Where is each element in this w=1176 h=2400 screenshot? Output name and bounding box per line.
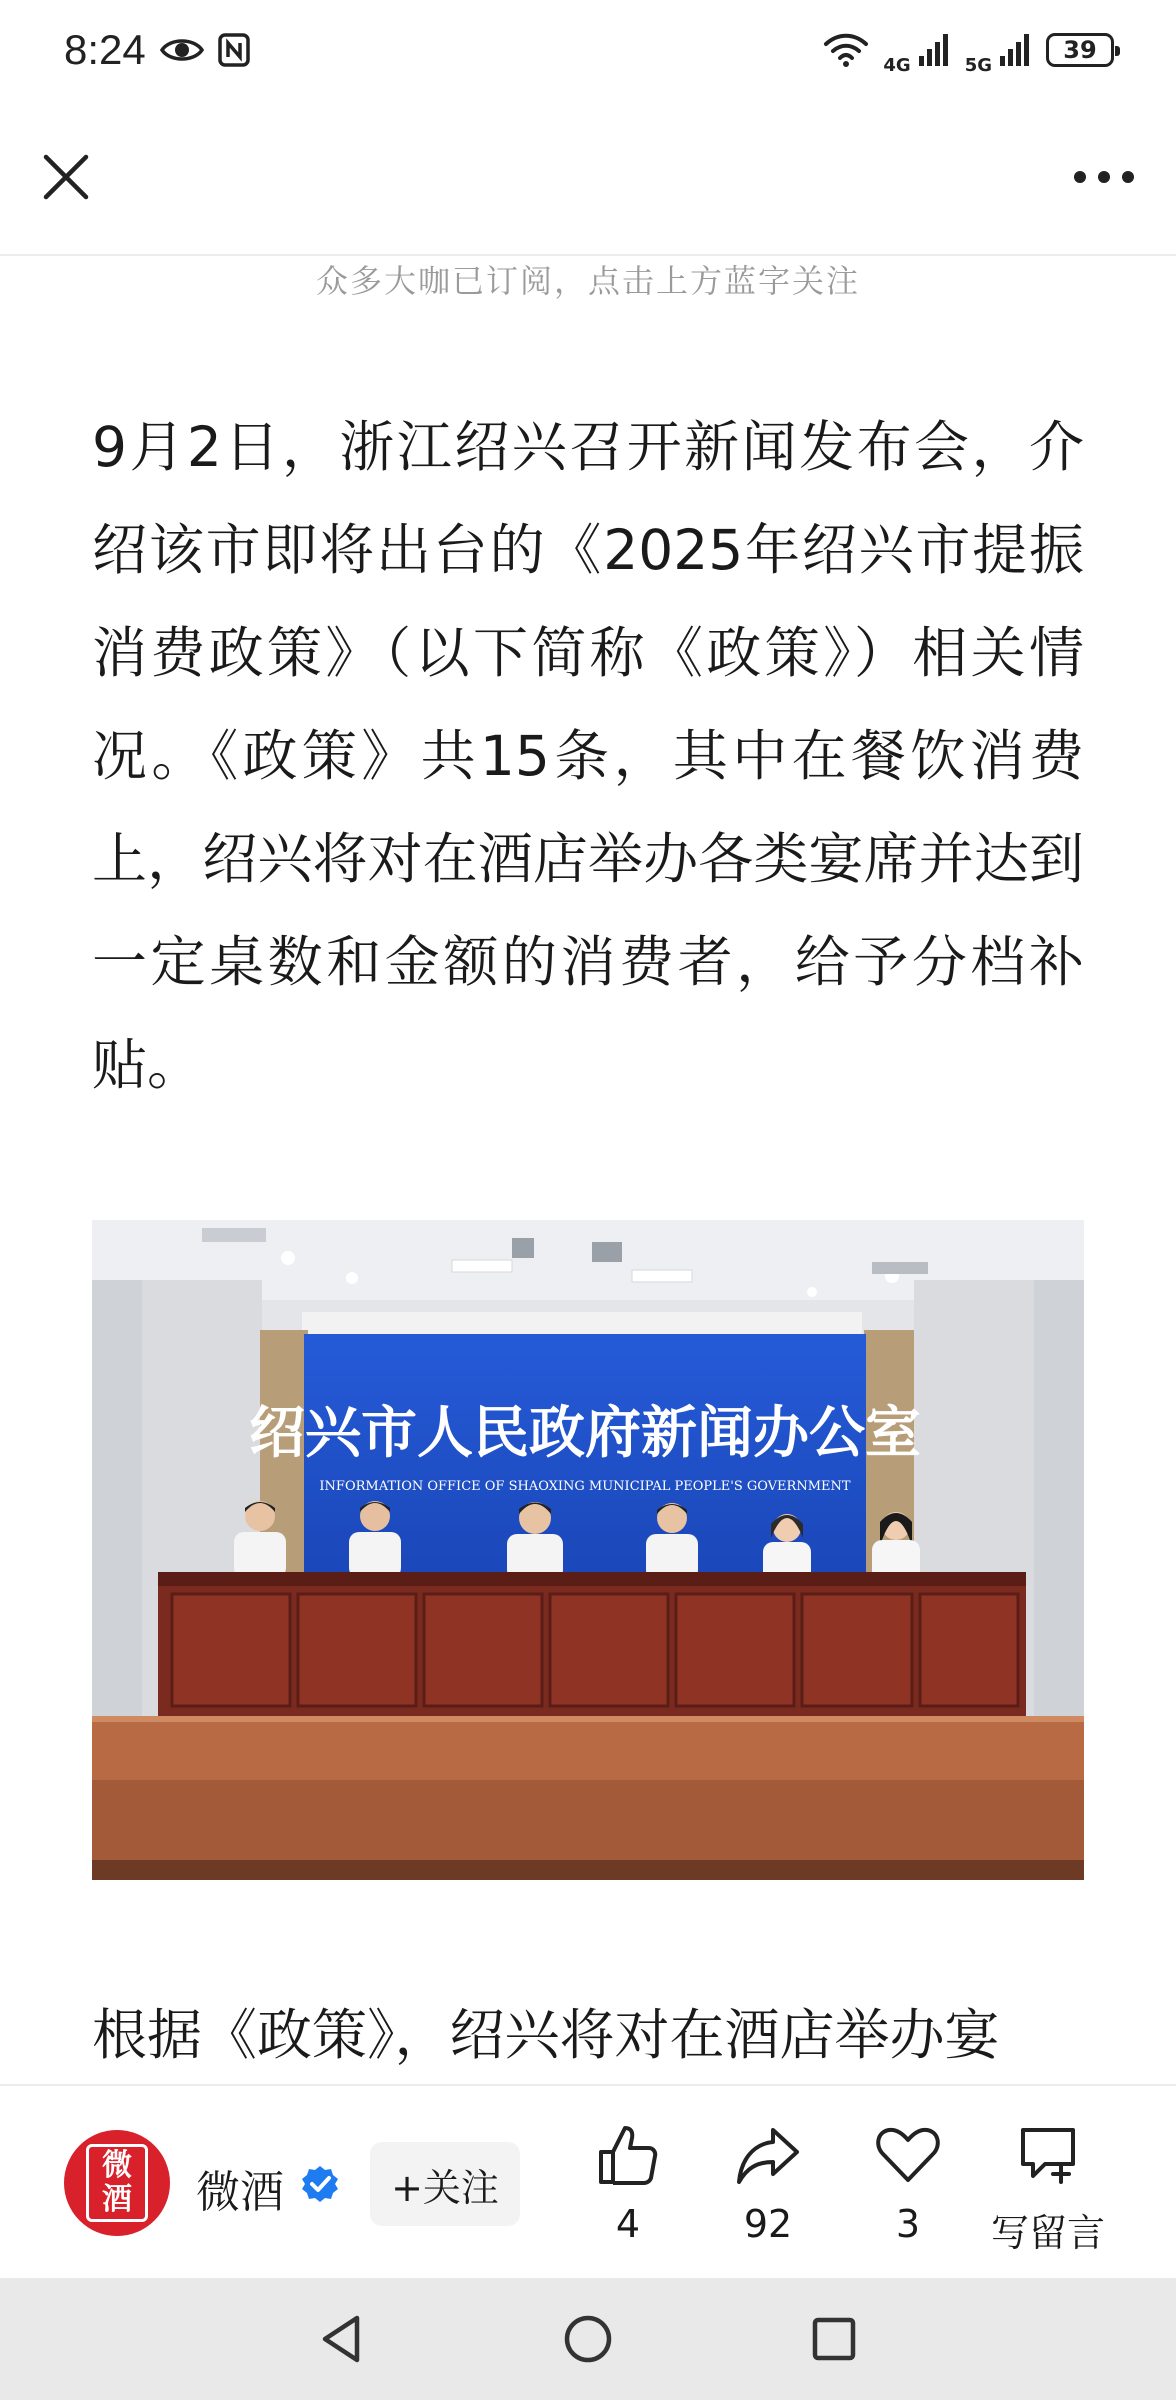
avatar-text-top: 微: [102, 2148, 132, 2183]
status-right: [823, 25, 1114, 76]
verified-badge-icon: [300, 2164, 340, 2204]
battery-level: 39: [1063, 36, 1097, 64]
share-arrow-icon: [735, 2122, 801, 2188]
share-button[interactable]: [698, 2114, 838, 2264]
close-icon: [40, 151, 92, 203]
write-comment-label: 写留言: [990, 2211, 1105, 2255]
like-count: 4: [615, 2202, 641, 2246]
battery-indicator: [1046, 33, 1114, 67]
top-nav: [0, 100, 1176, 256]
banner-title: 绍兴市人民政府新闻办公室: [249, 1401, 921, 1466]
more-horizontal-icon: [1072, 169, 1136, 185]
back-button[interactable]: [317, 2312, 367, 2366]
nfc-icon: [218, 33, 250, 67]
press-conference-photo[interactable]: [92, 1220, 1084, 1880]
write-comment-button[interactable]: [978, 2114, 1118, 2264]
home-circle-icon: [561, 2312, 615, 2366]
account-avatar[interactable]: [64, 2130, 170, 2236]
network-label-1: 4G: [883, 54, 911, 76]
comment-add-icon: [1015, 2122, 1081, 2188]
more-button[interactable]: [1072, 169, 1136, 185]
close-button[interactable]: [40, 151, 92, 203]
status-time: 8:24: [64, 26, 146, 73]
article-paragraph-continued: 根据《政策》，绍兴将对在酒店举办宴: [92, 2003, 1000, 2067]
follow-button[interactable]: +关注: [370, 2142, 520, 2226]
article-paragraph: 9月2日，浙江绍兴召开新闻发布会，介绍该市即将出台的《2025年绍兴市提振消费政策》（以下简称《政策》）相关情况。《政策》共15条，其中在餐饮消费上，绍兴将对在酒店举办各类宴席并达到一定桌数和金额的消费者，给予分档补贴。: [92, 415, 1084, 1097]
bottom-action-bar: [0, 2084, 1176, 2278]
back-triangle-icon: [317, 2312, 367, 2366]
avatar-logo: [86, 2144, 148, 2222]
account-name[interactable]: 微酒: [196, 2167, 284, 2218]
wifi-icon: [823, 32, 869, 68]
signal-icon-2: [998, 32, 1032, 68]
share-count: 92: [743, 2202, 793, 2246]
signal-icon-1: [917, 32, 951, 68]
subscribe-hint: 众多大咖已订阅，点击上方蓝字关注: [315, 262, 860, 300]
system-navigation-bar: [0, 2278, 1176, 2400]
home-button[interactable]: [561, 2312, 615, 2366]
network-label-2: 5G: [964, 54, 992, 76]
favorite-button[interactable]: [838, 2114, 978, 2264]
like-button[interactable]: [558, 2114, 698, 2264]
avatar-text-bottom: 酒: [102, 2182, 132, 2217]
recents-button[interactable]: [809, 2314, 859, 2364]
status-bar: [0, 0, 1176, 100]
recents-square-icon: [809, 2314, 859, 2364]
banner-subtitle: INFORMATION OFFICE OF SHAOXING MUNICIPAL PEOPLE'S GOVERNMENT: [319, 1479, 851, 1494]
press-conference-illustration: [92, 1220, 1084, 1880]
eye-icon: [160, 35, 204, 65]
favorite-count: 3: [895, 2202, 921, 2246]
heart-icon: [875, 2122, 941, 2188]
status-left: [64, 26, 250, 74]
thumbs-up-icon: [595, 2122, 661, 2188]
